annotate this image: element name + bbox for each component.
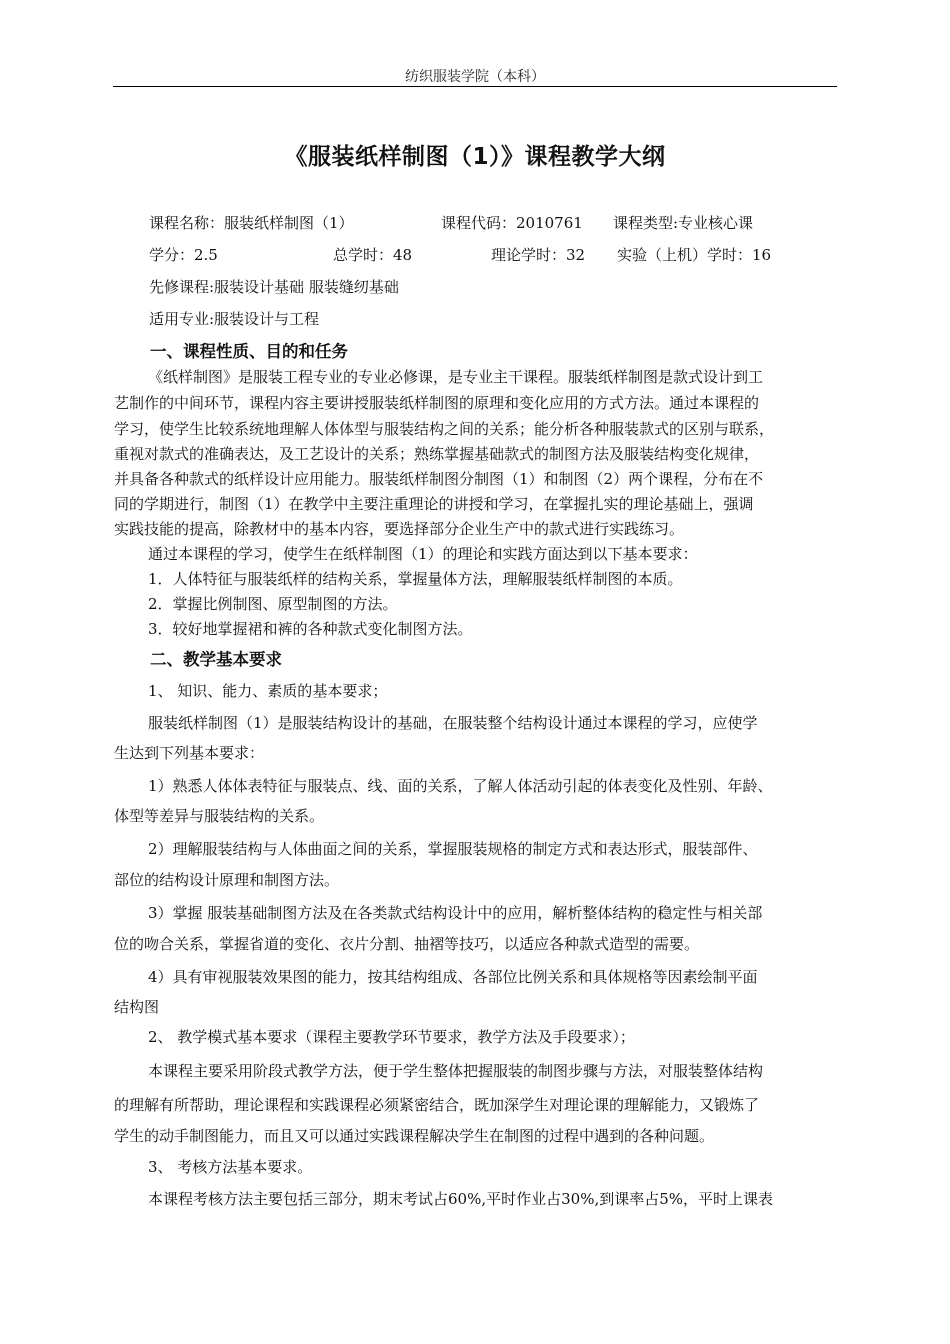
paragraph-line: 实践技能的提高，除教材中的基本内容，要选择部分企业生产中的款式进行实践练习。 (114, 520, 685, 538)
section-2-heading: 二、教学基本要求 (150, 650, 282, 669)
paragraph-line: 体型等差异与服装结构的关系。 (114, 807, 325, 825)
list-item: 2．掌握比例制图、原型制图的方法。 (148, 595, 398, 613)
course-code: 课程代码：2010761 (441, 214, 583, 232)
list-item: 3．较好地掌握裙和裤的各种款式变化制图方法。 (148, 620, 473, 638)
course-type: 课程类型:专业核心课 (613, 214, 754, 232)
paragraph-line: 生达到下列基本要求： (114, 744, 265, 762)
paragraph-line: 《纸样制图》是服装工程专业的专业必修课，是专业主干课程。服装纸样制图是款式设计到工 (148, 368, 764, 386)
paragraph-line: 本课程主要采用阶段式教学方法，便于学生整体把握服装的制图步骤与方法，对服装整体结构 (148, 1062, 764, 1080)
paragraph-line: 3）掌握 服装基础制图方法及在各类款式结构设计中的应用，解析整体结构的稳定性与相关部 (148, 904, 763, 922)
paragraph-line: 本课程考核方法主要包括三部分，期末考试占60%,平时作业占30%,到课率占5%，平时上课表 (148, 1190, 774, 1208)
subheading: 3、 考核方法基本要求。 (148, 1158, 313, 1176)
list-item: 1．人体特征与服装纸样的结构关系，掌握量体方法，理解服装纸样制图的本质。 (148, 570, 683, 588)
header-divider (113, 86, 837, 87)
paragraph-line: 的理解有所帮助，理论课程和实践课程必须紧密结合，既加深学生对理论课的理解能力，又锻炼了 (114, 1096, 760, 1114)
paragraph-line: 部位的结构设计原理和制图方法。 (114, 871, 340, 889)
subheading: 2、 教学模式基本要求（课程主要教学环节要求，教学方法及手段要求）； (148, 1028, 635, 1046)
paragraph-line: 学习，使学生比较系统地理解人体体型与服装结构之间的关系；能分析各种服装款式的区别与联系， (114, 420, 775, 438)
paragraph-line: 服装纸样制图（1）是服装结构设计的基础，在服装整个结构设计通过本课程的学习，应使学 (148, 714, 758, 732)
paragraph-line: 艺制作的中间环节，课程内容主要讲授服装纸样制图的原理和变化应用的方式方法。通过本课程的 (114, 394, 760, 412)
paragraph-line: 4）具有审视服装效果图的能力，按其结构组成、各部位比例关系和具体规格等因素绘制平面 (148, 968, 758, 986)
prerequisites: 先修课程:服装设计基础 服装缝纫基础 (149, 278, 399, 296)
theory-hours: 理论学时：32 (491, 246, 586, 264)
paragraph-line: 通过本课程的学习，使学生在纸样制图（1）的理论和实践方面达到以下基本要求： (148, 545, 698, 563)
paragraph-line: 重视对款式的准确表达，及工艺设计的关系；熟练掌握基础款式的制图方法及服装结构变化规律， (114, 445, 760, 463)
section-1-heading: 一、课程性质、目的和任务 (150, 342, 348, 361)
page-header: 纺织服装学院（本科） (405, 69, 545, 85)
subheading: 1、 知识、能力、素质的基本要求； (148, 682, 388, 700)
document-title: 《服装纸样制图（1）》课程教学大纲 (284, 144, 666, 170)
course-name: 课程名称：服装纸样制图（1） (149, 214, 354, 232)
total-hours: 总学时：48 (333, 246, 413, 264)
paragraph-line: 并具备各种款式的纸样设计应用能力。服装纸样制图分制图（1）和制图（2）两个课程，分布在不 (114, 470, 764, 488)
paragraph-line: 结构图 (114, 998, 160, 1016)
paragraph-line: 同的学期进行，制图（1）在教学中主要注重理论的讲授和学习，在掌握扎实的理论基础上，强调 (114, 495, 754, 513)
paragraph-line: 学生的动手制图能力，而且又可以通过实践课程解决学生在制图的过程中遇到的各种问题。 (114, 1127, 715, 1145)
paragraph-line: 位的吻合关系，掌握省道的变化、衣片分割、抽褶等技巧，以适应各种款式造型的需要。 (114, 935, 700, 953)
applicable-major: 适用专业:服装设计与工程 (149, 310, 320, 328)
credits: 学分：2.5 (149, 246, 218, 264)
paragraph-line: 2）理解服装结构与人体曲面之间的关系，掌握服装规格的制定方式和表达形式，服装部件、 (148, 840, 758, 858)
lab-hours: 实验（上机）学时：16 (617, 246, 772, 264)
paragraph-line: 1）熟悉人体体表特征与服装点、线、面的关系，了解人体活动引起的体表变化及性别、年龄、 (148, 777, 773, 795)
